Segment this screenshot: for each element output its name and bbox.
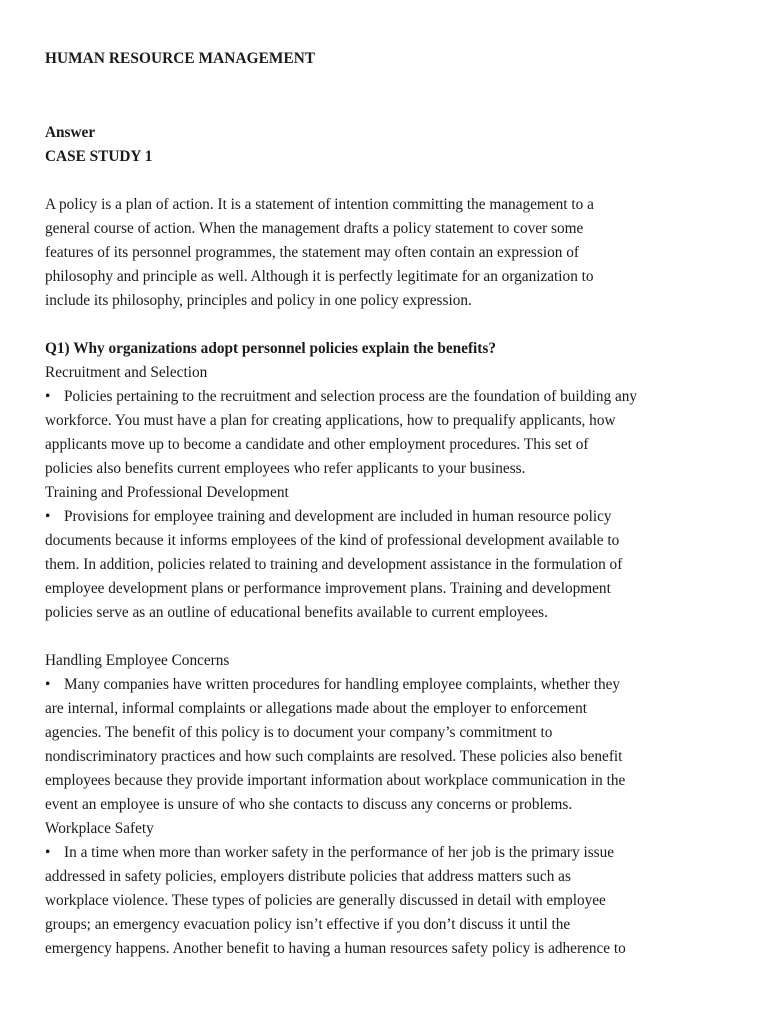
section-heading: Recruitment and Selection: [45, 364, 208, 381]
bullet-line: [45, 385, 730, 409]
question-heading: Q1) Why organizations adopt personnel policies explain the benefits?: [45, 340, 497, 357]
section-concerns: [45, 649, 730, 817]
section-recruitment: [45, 361, 730, 481]
section-text: employee development plans or performance improvement plans. Training and development: [45, 580, 611, 597]
section-text: Policies pertaining to the recruitment and selection process are the foundation of building any: [64, 388, 638, 405]
section-text: are internal, informal complaints or allegations made about the employer to enforcement: [45, 700, 587, 717]
section-text: emergency happens. Another benefit to having a human resources safety policy is adherence to: [45, 940, 626, 957]
section-text: event an employee is unsure of who she contacts to discuss any concerns or problems.: [45, 796, 573, 813]
intro-line: philosophy and principle as well. Although it is perfectly legitimate for an organization to: [45, 268, 594, 285]
section-text: Provisions for employee training and development are included in human resource policy: [64, 508, 612, 525]
section-text: documents because it informs employees of the kind of professional development available to: [45, 532, 620, 549]
bullet-line: [45, 505, 730, 529]
section-heading: Handling Employee Concerns: [45, 652, 230, 669]
section-text: employees because they provide important information about workplace communication in the: [45, 772, 626, 789]
section-text: addressed in safety policies, employers distribute policies that address matters such as: [45, 868, 571, 885]
bullet-icon: •: [45, 844, 51, 861]
intro-line: general course of action. When the management drafts a policy statement to cover some: [45, 220, 584, 237]
spacer: [45, 313, 730, 337]
bullet-line: [45, 673, 730, 697]
section-text: policies also benefits current employees who refer applicants to your business.: [45, 460, 526, 477]
section-text: groups; an emergency evacuation policy isn’t effective if you don’t discuss it until the: [45, 916, 571, 933]
section-text: workforce. You must have a plan for creating applications, how to prequalify applicants, how: [45, 412, 616, 429]
bullet-icon: •: [45, 388, 51, 405]
section-heading: Workplace Safety: [45, 820, 154, 837]
intro-paragraph: [45, 193, 730, 313]
bullet-line: [45, 841, 730, 865]
section-text: workplace violence. These types of policies are generally discussed in detail with employee: [45, 892, 606, 909]
spacer: [45, 71, 730, 121]
section-safety: [45, 817, 730, 961]
section-heading: Training and Professional Development: [45, 484, 289, 501]
section-text: them. In addition, policies related to training and development assistance in the formulation of: [45, 556, 623, 573]
section-training: [45, 481, 730, 625]
document-page: [45, 47, 730, 961]
intro-line: A policy is a plan of action. It is a statement of intention committing the management to a: [45, 196, 594, 213]
section-text: agencies. The benefit of this policy is to document your company’s commitment to: [45, 724, 553, 741]
intro-line: include its philosophy, principles and policy in one policy expression.: [45, 292, 472, 309]
section-text: In a time when more than worker safety in the performance of her job is the primary issue: [64, 844, 615, 861]
section-text: policies serve as an outline of educational benefits available to current employees.: [45, 604, 548, 621]
section-text: nondiscriminatory practices and how such complaints are resolved. These policies also benefit: [45, 748, 623, 765]
answer-label: Answer: [45, 124, 96, 141]
spacer: [45, 625, 730, 649]
document-title: HUMAN RESOURCE MANAGEMENT: [45, 50, 316, 67]
spacer: [45, 169, 730, 193]
section-text: Many companies have written procedures for handling employee complaints, whether they: [64, 676, 621, 693]
case-study-heading: CASE STUDY 1: [45, 148, 153, 165]
section-text: applicants move up to become a candidate and other employment procedures. This set of: [45, 436, 589, 453]
intro-line: features of its personnel programmes, the statement may often contain an expression of: [45, 244, 579, 261]
bullet-icon: •: [45, 676, 51, 693]
bullet-icon: •: [45, 508, 51, 525]
